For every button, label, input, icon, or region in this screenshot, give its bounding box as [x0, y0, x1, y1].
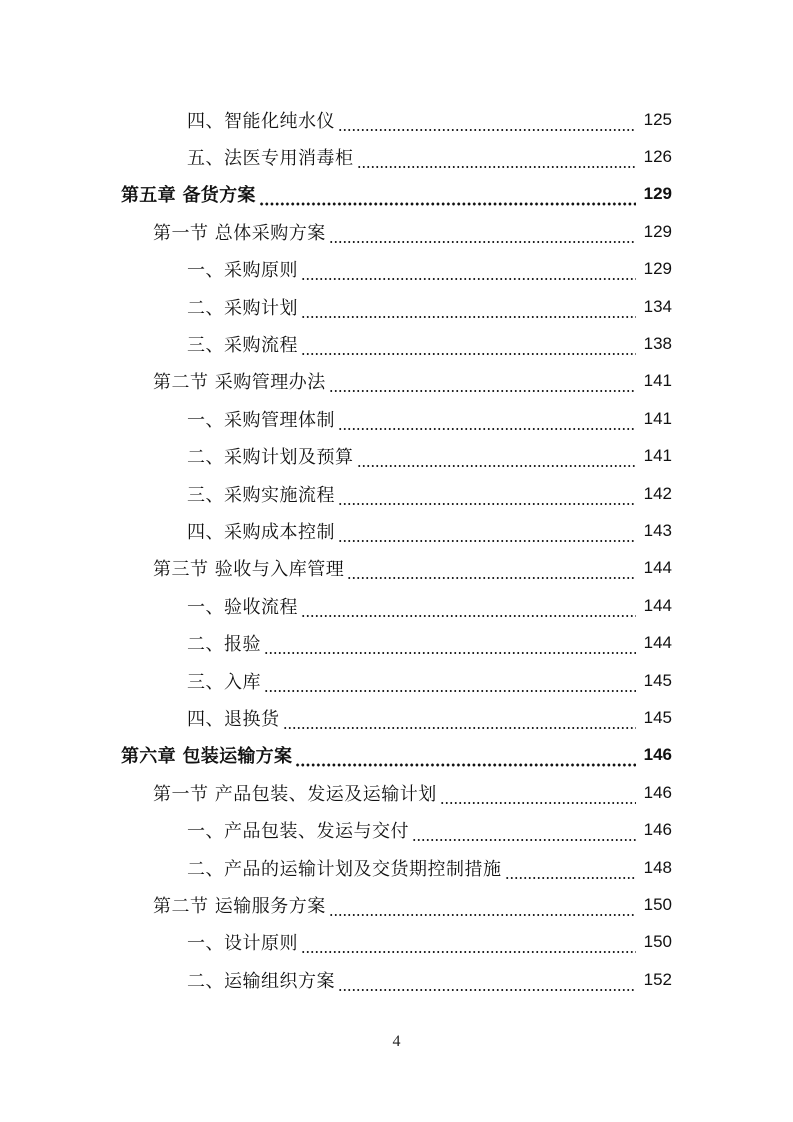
toc-dot-leader — [338, 413, 636, 431]
toc-dot-leader — [329, 226, 636, 244]
toc-dot-leader — [295, 749, 636, 767]
toc-entry-title: 第五章 备货方案 — [121, 185, 256, 207]
toc-entry-title: 第二节 运输服务方案 — [153, 895, 326, 917]
toc-entry-page-number: 144 — [643, 633, 672, 653]
toc-entry-item[interactable] — [0, 811, 793, 848]
toc-entry-page-number: 150 — [643, 894, 672, 914]
toc-dot-leader — [347, 562, 636, 580]
toc-entry-item[interactable] — [0, 101, 793, 138]
toc-dot-leader — [264, 637, 636, 655]
toc-entry-title: 二、采购计划 — [187, 297, 298, 319]
toc-entry-item[interactable] — [0, 662, 793, 699]
toc-entry-item[interactable] — [0, 699, 793, 736]
toc-entry-page-number: 146 — [643, 745, 672, 765]
toc-dot-leader — [301, 600, 636, 618]
toc-entry-section[interactable] — [0, 774, 793, 811]
toc-dot-leader — [338, 114, 636, 132]
toc-entry-title: 第六章 包装运输方案 — [121, 746, 293, 768]
toc-entry-title: 一、采购管理体制 — [187, 409, 335, 431]
table-of-contents — [0, 101, 793, 998]
toc-entry-page-number: 146 — [643, 820, 672, 840]
toc-entry-page-number: 129 — [643, 184, 672, 204]
toc-entry-title: 一、采购原则 — [187, 260, 298, 282]
toc-dot-leader — [338, 974, 636, 992]
toc-entry-title: 五、法医专用消毒柜 — [187, 148, 354, 170]
toc-entry-title: 三、采购流程 — [187, 335, 298, 357]
toc-entry-page-number: 143 — [643, 520, 672, 540]
toc-dot-leader — [338, 488, 636, 506]
toc-entry-title: 二、产品的运输计划及交货期控制措施 — [187, 858, 502, 880]
toc-dot-leader — [338, 525, 636, 543]
toc-entry-item[interactable] — [0, 325, 793, 362]
toc-entry-page-number: 126 — [643, 147, 672, 167]
toc-dot-leader — [329, 899, 636, 917]
toc-entry-page-number: 134 — [643, 296, 672, 316]
toc-dot-leader — [264, 675, 636, 693]
toc-entry-page-number: 148 — [643, 857, 672, 877]
toc-entry-item[interactable] — [0, 138, 793, 175]
toc-entry-item[interactable] — [0, 251, 793, 288]
toc-entry-chapter[interactable] — [0, 737, 793, 774]
toc-entry-page-number: 142 — [643, 483, 672, 503]
toc-entry-title: 三、入库 — [187, 671, 261, 693]
toc-entry-page-number: 146 — [643, 782, 672, 802]
toc-entry-title: 四、退换货 — [187, 708, 280, 730]
toc-entry-title: 一、验收流程 — [187, 596, 298, 618]
toc-dot-leader — [440, 787, 636, 805]
toc-entry-page-number: 129 — [643, 259, 672, 279]
toc-dot-leader — [505, 862, 637, 880]
toc-entry-title: 二、报验 — [187, 634, 261, 656]
toc-entry-page-number: 125 — [643, 109, 672, 129]
toc-entry-page-number: 141 — [643, 408, 672, 428]
toc-entry-page-number: 138 — [643, 334, 672, 354]
toc-entry-page-number: 129 — [643, 221, 672, 241]
toc-dot-leader — [301, 263, 636, 281]
toc-dot-leader — [283, 712, 637, 730]
toc-entry-page-number: 144 — [643, 595, 672, 615]
toc-dot-leader — [301, 936, 636, 954]
toc-dot-leader — [301, 301, 636, 319]
toc-entry-title: 二、运输组织方案 — [187, 970, 335, 992]
toc-entry-page-number: 145 — [643, 670, 672, 690]
toc-entry-item[interactable] — [0, 475, 793, 512]
toc-entry-title: 四、采购成本控制 — [187, 521, 335, 543]
toc-entry-page-number: 141 — [643, 446, 672, 466]
page-number: 4 — [392, 1033, 401, 1050]
toc-dot-leader — [259, 188, 636, 206]
toc-entry-item[interactable] — [0, 288, 793, 325]
toc-dot-leader — [412, 824, 636, 842]
toc-entry-title: 二、采购计划及预算 — [187, 447, 354, 469]
toc-entry-title: 第二节 采购管理办法 — [153, 372, 326, 394]
toc-entry-title: 四、智能化纯水仪 — [187, 110, 335, 132]
toc-entry-page-number: 144 — [643, 558, 672, 578]
toc-entry-section[interactable] — [0, 213, 793, 250]
toc-dot-leader — [301, 338, 636, 356]
toc-entry-item[interactable] — [0, 624, 793, 661]
toc-entry-title: 第三节 验收与入库管理 — [153, 559, 345, 581]
toc-entry-title: 一、设计原则 — [187, 933, 298, 955]
toc-entry-page-number: 145 — [643, 707, 672, 727]
toc-entry-title: 一、产品包装、发运与交付 — [187, 821, 409, 843]
toc-entry-page-number: 141 — [643, 371, 672, 391]
toc-entry-section[interactable] — [0, 363, 793, 400]
toc-entry-section[interactable] — [0, 550, 793, 587]
toc-entry-page-number: 152 — [643, 969, 672, 989]
toc-entry-item[interactable] — [0, 924, 793, 961]
toc-entry-title: 三、采购实施流程 — [187, 484, 335, 506]
toc-entry-chapter[interactable] — [0, 176, 793, 213]
toc-entry-item[interactable] — [0, 961, 793, 998]
toc-entry-item[interactable] — [0, 438, 793, 475]
toc-entry-title: 第一节 产品包装、发运及运输计划 — [153, 783, 437, 805]
toc-dot-leader — [329, 375, 636, 393]
toc-entry-section[interactable] — [0, 886, 793, 923]
toc-dot-leader — [357, 450, 637, 468]
toc-entry-title: 第一节 总体采购方案 — [153, 222, 326, 244]
toc-dot-leader — [357, 151, 637, 169]
toc-entry-page-number: 150 — [643, 932, 672, 952]
toc-entry-item[interactable] — [0, 849, 793, 886]
toc-entry-item[interactable] — [0, 587, 793, 624]
toc-entry-item[interactable] — [0, 400, 793, 437]
toc-entry-item[interactable] — [0, 512, 793, 549]
